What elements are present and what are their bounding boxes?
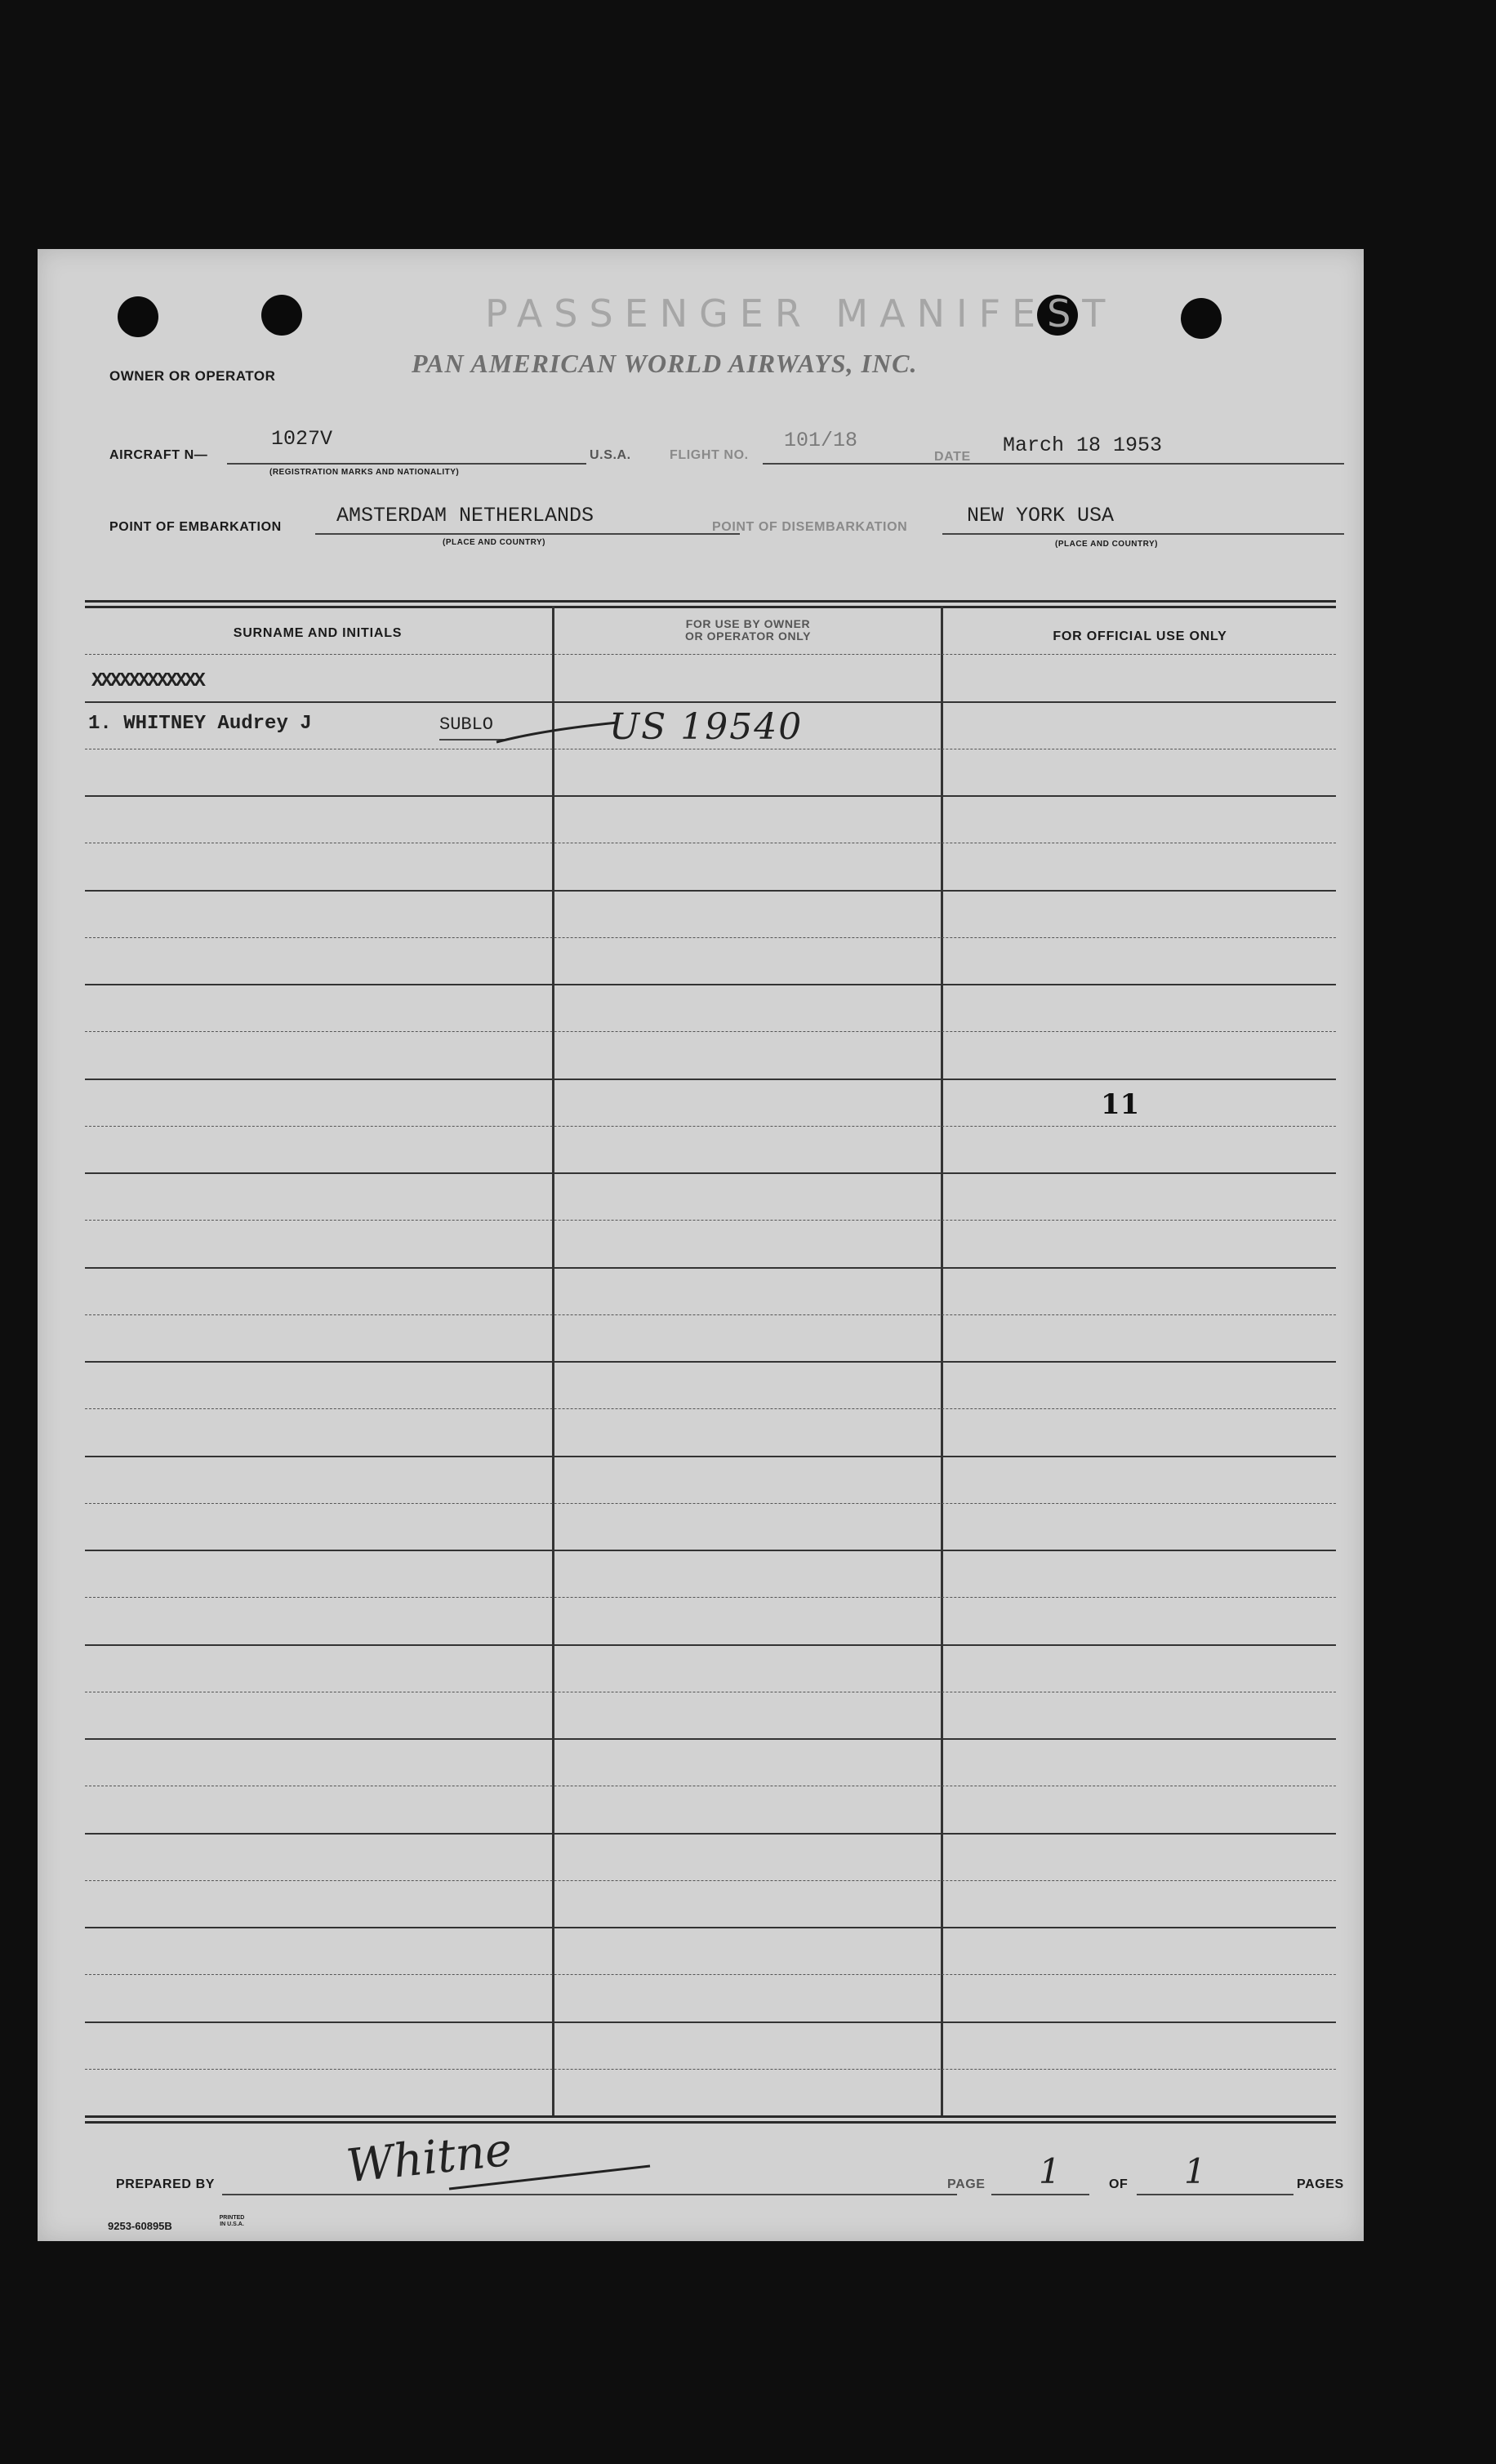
- column-header-surname: SURNAME AND INITIALS: [233, 626, 403, 640]
- airline-name: PAN AMERICAN WORLD AIRWAYS, INC.: [412, 349, 918, 378]
- row-rule: [85, 1031, 1336, 1032]
- printed-in-usa-note: PRINTED IN U.S.A.: [219, 2215, 245, 2227]
- disembarkation-label: POINT OF DISEMBARKATION: [712, 520, 908, 534]
- aircraft-value: 1027V: [271, 427, 333, 451]
- signature-underline-stroke: [446, 2161, 658, 2194]
- prepared-by-label: PREPARED BY: [116, 2177, 215, 2191]
- disembarkation-value: NEW YORK USA: [967, 504, 1115, 527]
- passenger-1-name: 1. WHITNEY Audrey J: [88, 713, 312, 735]
- row-rule: [85, 701, 1336, 703]
- of-number: 1: [1184, 2151, 1206, 2191]
- date-underline: [968, 463, 1344, 465]
- usa-label: U.S.A.: [590, 448, 631, 462]
- form-number: 9253-60895B: [108, 2220, 172, 2232]
- embarkation-underline: [315, 533, 740, 535]
- form-title: PASSENGER MANIFEST: [485, 291, 1117, 336]
- table-top-rule-1: [85, 600, 1336, 603]
- row-rule: [85, 1550, 1336, 1551]
- date-label: DATE: [934, 450, 971, 464]
- embarkation-label: POINT OF EMBARKATION: [109, 520, 282, 534]
- row-rule: [85, 1927, 1336, 1928]
- row-rule: [85, 1833, 1336, 1835]
- table-bottom-rule-2: [85, 2121, 1336, 2124]
- of-label: OF: [1109, 2177, 1129, 2191]
- column-header-official-use: FOR OFFICIAL USE ONLY: [1053, 629, 1227, 643]
- flight-label: FLIGHT NO.: [670, 448, 749, 462]
- row-rule: [85, 1738, 1336, 1740]
- row-rule: [85, 1974, 1336, 1975]
- page-underline: [991, 2194, 1089, 2195]
- passenger-1-pen-stroke: [495, 716, 626, 749]
- owner-operator-label: OWNER OR OPERATOR: [109, 368, 276, 384]
- row-rule: [85, 1361, 1336, 1363]
- row-rule: [85, 1172, 1336, 1174]
- prepared-by-signature: Whitne: [344, 2123, 515, 2194]
- pages-label: PAGES: [1297, 2177, 1344, 2191]
- punch-hole-2: [261, 295, 302, 336]
- crossed-out-entry: XXXXXXXXXXXX: [91, 670, 203, 692]
- row-rule: [85, 1644, 1336, 1646]
- row-rule: [85, 2021, 1336, 2023]
- prepared-by-underline: [222, 2194, 957, 2195]
- registration-note: (REGISTRATION MARKS AND NATIONALITY): [269, 468, 460, 477]
- passenger-1-status: SUBLO: [439, 714, 494, 735]
- row-rule: [85, 890, 1336, 892]
- row-rule: [85, 937, 1336, 938]
- row-rule: [85, 2069, 1336, 2070]
- punch-hole-1: [118, 296, 158, 337]
- row-rule: [85, 1267, 1336, 1269]
- embarkation-value: AMSTERDAM NETHERLANDS: [336, 504, 594, 527]
- official-use-number: 11: [1101, 1088, 1140, 1121]
- column-header-owner-use-2: OR OPERATOR ONLY: [684, 629, 812, 643]
- table-top-rule-2: [85, 606, 1336, 608]
- table-bottom-rule-1: [85, 2115, 1336, 2118]
- flight-value: 101/18: [784, 429, 858, 452]
- aircraft-label: AIRCRAFT N—: [109, 448, 208, 462]
- row-rule: [85, 1314, 1336, 1315]
- page-number: 1: [1039, 2151, 1061, 2191]
- row-rule: [85, 1503, 1336, 1504]
- page-label: PAGE: [947, 2177, 986, 2191]
- of-underline: [1137, 2194, 1293, 2195]
- disembarkation-underline: [942, 533, 1344, 535]
- passenger-1-handwritten-ref: US 19540: [609, 706, 804, 748]
- row-rule: [85, 654, 1336, 655]
- manifest-sheet: [38, 249, 1364, 2241]
- disembarkation-place-note: (PLACE AND COUNTRY): [1055, 540, 1158, 549]
- row-rule: [85, 1220, 1336, 1221]
- row-rule: [85, 1079, 1336, 1080]
- column-header-owner-use-1: FOR USE BY OWNER: [685, 617, 811, 630]
- row-rule: [85, 795, 1336, 797]
- row-rule: [85, 1597, 1336, 1598]
- embarkation-place-note: (PLACE AND COUNTRY): [443, 538, 545, 547]
- row-rule: [85, 1456, 1336, 1457]
- row-rule: [85, 1408, 1336, 1409]
- date-value: March 18 1953: [1003, 434, 1163, 457]
- row-rule: [85, 1880, 1336, 1881]
- aircraft-underline: [227, 463, 586, 465]
- row-rule: [85, 984, 1336, 985]
- punch-hole-4: [1181, 298, 1222, 339]
- row-rule: [85, 1126, 1336, 1127]
